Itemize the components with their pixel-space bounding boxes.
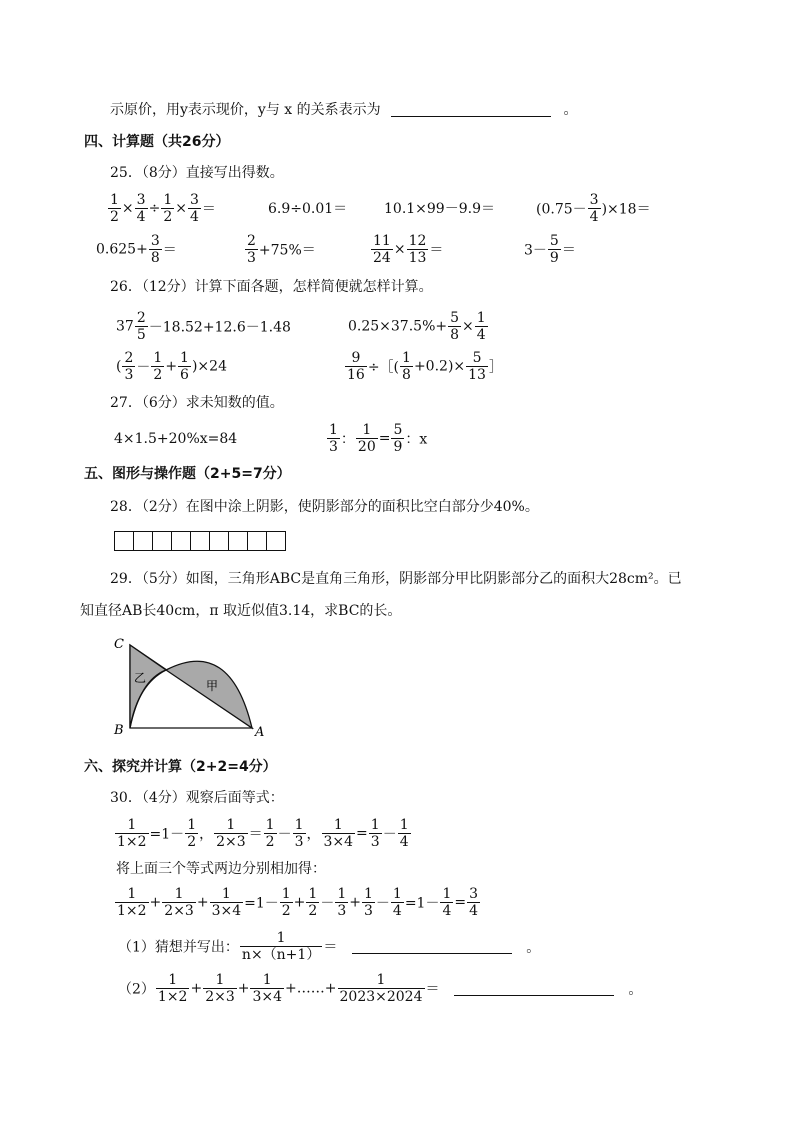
- fraction: $\frac{1}{3\times 4}$: [252, 972, 283, 1006]
- q30-stem: 30．（4分）观察后面等式：: [110, 790, 284, 806]
- fraction: $\frac{5}{13}$: [468, 350, 486, 384]
- q26-stem: 26．（12分）计算下面各题，怎样简便就怎样计算。: [110, 279, 433, 295]
- section-6-title: 六、探究并计算（2+2=4分）: [84, 759, 277, 775]
- q27-expr-1: 4×1.5+20%x=84: [114, 431, 238, 447]
- label-c: C: [114, 637, 124, 652]
- q30-add-text: 将上面三个等式两边分别相加得：: [116, 861, 326, 877]
- answer-blank[interactable]: [391, 102, 551, 117]
- fraction: $\frac{2}{3}$: [124, 350, 134, 384]
- fraction: $\frac{1}{2}$: [265, 817, 275, 851]
- q27-expr-2: $\frac{1}{3}$ ： $\frac{1}{20}$ = $\frac{5}{9}$ ：x: [329, 422, 428, 456]
- fraction: $\frac{1}{2\times 3}$: [216, 817, 246, 851]
- q25-expr-1: $\frac{1}{2}$ × $\frac{3}{4}$ ÷ $\frac{1}{2}$ × $\frac{3}{4}$ ＝: [110, 192, 216, 226]
- grid-cell[interactable]: [228, 531, 248, 551]
- period: 。: [563, 102, 578, 118]
- grid-cell[interactable]: [152, 531, 172, 551]
- fraction: $\frac{5}{9}$: [549, 233, 559, 267]
- q30-part-2: （2） $\frac{1}{1\times 2}$ + $\frac{1}{2\times 3}$ + $\frac{1}{3\times 4}$ +……+ $\frac{1}{2023\times 2024}$ ＝ 。: [118, 972, 643, 1006]
- q25-expr-4: (0.75－ $\frac{3}{4}$ )×18＝: [536, 192, 651, 226]
- fraction: $\frac{1}{3}$: [329, 422, 338, 456]
- q29-line-1: 29．（5分）如图，三角形ABC是直角三角形，阴影部分甲比阴影部分乙的面积大28cm²。已: [110, 571, 682, 587]
- q30-part-1: （1）猜想并写出： $\frac{1}{n\times(n+1)}$ ＝ 。: [118, 930, 541, 964]
- q25-expr-8: 3－ $\frac{5}{9}$ ＝: [524, 233, 576, 267]
- fraction: $\frac{1}{3}$: [294, 817, 304, 851]
- q26-expr-1: 37 $\frac{2}{5}$ －18.52+12.6－1.48: [116, 310, 291, 344]
- q30-observations: $\frac{1}{1\times 2}$ =1－ $\frac{1}{2}$ ， $\frac{1}{2\times 3}$ ＝ $\frac{1}{2}$ － $\frac{1}{3}$ ， $\frac{1}{3\times 4}$ = $\frac{1}{3}$ － $\frac{1}{4}$: [117, 817, 409, 851]
- fraction: $\frac{5}{8}$: [450, 310, 460, 344]
- fraction: $\frac{1}{4}$: [399, 817, 409, 851]
- fraction: $\frac{1}{4}$: [476, 310, 486, 344]
- section-4-title: 四、计算题（共26分）: [84, 134, 230, 150]
- q25-expr-2: 6.9÷0.01＝: [268, 201, 348, 217]
- q25-stem: 25．（8分）直接写出得数。: [110, 165, 284, 181]
- fraction: $\frac{1}{6}$: [180, 350, 189, 384]
- fraction: $\frac{1}{20}$: [357, 422, 376, 456]
- grid-cell[interactable]: [190, 531, 210, 551]
- q25-expr-3: 10.1×99－9.9＝: [384, 201, 495, 217]
- fraction: $\frac{1}{4}$: [392, 886, 402, 920]
- answer-blank[interactable]: [454, 981, 614, 996]
- fraction: $\frac{1}{8}$: [402, 350, 411, 384]
- fraction: $\frac{2}{5}$: [136, 310, 146, 344]
- fraction: $\frac{3}{4}$: [136, 192, 146, 226]
- fraction: $\frac{11}{24}$: [373, 233, 391, 267]
- label-yi: 乙: [134, 671, 147, 685]
- answer-blank[interactable]: [352, 939, 512, 954]
- q25-expr-5: 0.625+ $\frac{3}{8}$ ＝: [96, 233, 177, 267]
- fraction: $\frac{2}{3}$: [247, 233, 256, 267]
- q25-expr-6: $\frac{2}{3}$ +75%＝: [247, 233, 316, 267]
- q26-expr-4: $\frac{9}{16}$ ÷［( $\frac{1}{8}$ +0.2)× $\frac{5}{13}$ ］: [347, 350, 503, 384]
- q25-expr-7: $\frac{11}{24}$ × $\frac{12}{13}$ ＝: [373, 233, 444, 267]
- q30-sum: $\frac{1}{1\times 2}$ + $\frac{1}{2\times 3}$ + $\frac{1}{3\times 4}$ =1－ $\frac{1}{2}$ + $\frac{1}{2}$ － $\frac{1}{3}$ + $\frac{1}{3}$ － $\frac{1}{4}$ =1－ $\frac{1}{4}$ = $\frac{3}{4}$: [117, 886, 479, 920]
- fraction: $\frac{1}{2}$: [110, 192, 119, 226]
- shading-grid: [115, 531, 286, 551]
- fraction: $\frac{1}{2\times 3}$: [164, 886, 194, 920]
- q26-expr-2: 0.25×37.5%+ $\frac{5}{8}$ × $\frac{1}{4}$: [348, 310, 486, 344]
- fraction: $\frac{1}{2}$: [163, 192, 173, 226]
- fraction: $\frac{1}{3}$: [370, 817, 380, 851]
- fraction: $\frac{1}{2023\times 2024}$: [339, 972, 423, 1006]
- fraction: $\frac{1}{2}$: [281, 886, 291, 920]
- q29-line-2: 知直径AB长40cm，π 取近似值3.14，求BC的长。: [80, 603, 402, 619]
- q26-expr-3: ( $\frac{2}{3}$ － $\frac{1}{2}$ + $\frac{1}{6}$ )×24: [116, 350, 227, 384]
- top-line: [110, 102, 578, 117]
- fraction: $\frac{1}{2}$: [308, 886, 318, 920]
- grid-cell[interactable]: [247, 531, 267, 551]
- fraction: $\frac{1}{3\times 4}$: [211, 886, 242, 920]
- grid-cell[interactable]: [171, 531, 191, 551]
- fraction: $\frac{3}{4}$: [189, 192, 199, 226]
- fraction: $\frac{1}{1\times 2}$: [157, 972, 188, 1006]
- fraction: $\frac{3}{8}$: [150, 233, 160, 267]
- fraction: $\frac{12}{13}$: [408, 233, 427, 267]
- fraction: $\frac{1}{2}$: [153, 350, 163, 384]
- fraction: $\frac{1}{1\times 2}$: [117, 886, 147, 920]
- q27-stem: 27．（6分）求未知数的值。: [110, 395, 284, 411]
- fraction: $\frac{5}{9}$: [393, 422, 403, 456]
- section-5-title: 五、图形与操作题（2+5=7分）: [84, 466, 291, 482]
- fraction: $\frac{1}{2\times 3}$: [205, 972, 235, 1006]
- label-a: A: [255, 725, 265, 740]
- fraction: $\frac{1}{3\times 4}$: [323, 817, 354, 851]
- fraction: $\frac{1}{n\times(n+1)}$: [241, 930, 321, 964]
- fraction: $\frac{3}{4}$: [469, 886, 479, 920]
- fraction: $\frac{1}{1\times 2}$: [117, 817, 147, 851]
- fraction: $\frac{1}{2}$: [187, 817, 197, 851]
- fraction: $\frac{1}{3}$: [337, 886, 347, 920]
- grid-cell[interactable]: [266, 531, 286, 551]
- fraction: $\frac{3}{4}$: [589, 192, 599, 226]
- triangle-figure: [110, 632, 270, 740]
- fraction: $\frac{1}{4}$: [442, 886, 452, 920]
- label-b: B: [114, 723, 124, 738]
- grid-cell[interactable]: [209, 531, 229, 551]
- grid-cell[interactable]: [133, 531, 153, 551]
- fraction: $\frac{1}{3}$: [363, 886, 373, 920]
- label-jia: 甲: [206, 679, 219, 693]
- grid-cell[interactable]: [114, 531, 134, 551]
- fraction: $\frac{9}{16}$: [347, 350, 365, 384]
- top-line-text: 示原价，用y表示现价，y与 x 的关系表示为: [110, 102, 381, 118]
- q28-stem: 28．（2分）在图中涂上阴影，使阴影部分的面积比空白部分少40%。: [110, 499, 539, 515]
